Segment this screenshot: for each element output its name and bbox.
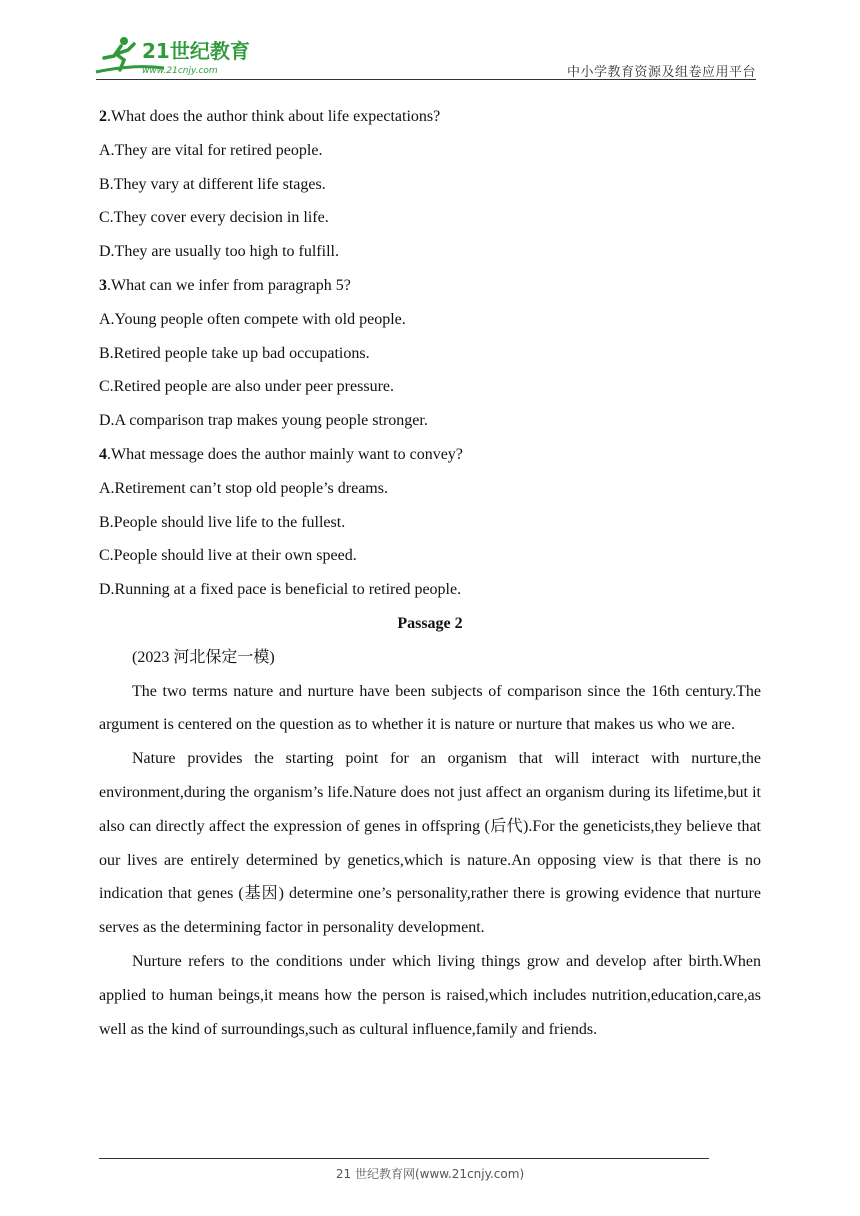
question-text: .What message does the author mainly want to convey? <box>107 445 463 463</box>
passage-paragraph: Nurture refers to the conditions under which living things grow and develop after birth.When applied to human beings,it means how the person is raised,which includes nutrition,education,care,as well as the kind of surroundings,such as cultural influence,family and friends. <box>99 952 761 1038</box>
question-number: 3 <box>99 276 107 294</box>
answer-option[interactable]: B.People should live life to the fullest. <box>99 513 346 531</box>
runner-logo-icon <box>94 34 264 78</box>
answer-option[interactable]: A.Young people often compete with old people. <box>99 310 406 328</box>
question-text: .What can we infer from paragraph 5? <box>107 276 351 294</box>
answer-option[interactable]: B.Retired people take up bad occupations. <box>99 344 370 362</box>
header-divider <box>96 79 756 80</box>
passage-title: Passage 2 <box>397 614 463 632</box>
page-footer[interactable]: 21 世纪教育网(www.21cnjy.com) <box>335 1167 525 1181</box>
question-number: 2 <box>99 108 107 125</box>
svg-text:21世纪教育: 21世纪教育 <box>142 39 250 63</box>
question-4 <box>99 438 761 607</box>
answer-option[interactable]: C.Retired people are also under peer pressure. <box>99 378 394 396</box>
question-2 <box>99 100 761 269</box>
passage-source: (2023 河北保定一模) <box>132 648 275 666</box>
footer-divider <box>99 1158 709 1159</box>
svg-text:www.21cnjy.com: www.21cnjy.com <box>142 66 218 76</box>
answer-option[interactable]: D.A comparison trap makes young people stronger. <box>99 412 428 430</box>
question-text: .What does the author think about life expectations? <box>107 108 441 125</box>
question-3 <box>99 269 761 438</box>
passage-paragraph: Nature provides the starting point for an organism that will interact with nurture,the environment,during the organism’s life.Nature does not just affect an organism during its lifetime,but it also can directly affect the expression of genes in offspring (后代).For the geneticists,they believe that our lives are entirely determined by genetics,which is nature.An opposing view is that there is no indication that genes (基因) determine one’s personality,rather there is growing evidence that nurture serves as the determining factor in personality development. <box>99 750 761 937</box>
question-stem <box>99 269 761 303</box>
passage-paragraph: The two terms nature and nurture have been subjects of comparison since the 16th century.The argument is centered on the question as to whether it is nature or nurture that makes us who we are. <box>99 682 761 734</box>
answer-option[interactable]: C.People should live at their own speed. <box>99 547 357 565</box>
answer-option[interactable]: B.They vary at different life stages. <box>99 175 326 193</box>
answer-option[interactable]: D.They are usually too high to fulfill. <box>99 243 339 261</box>
question-stem <box>99 438 761 472</box>
question-stem <box>99 100 761 134</box>
question-number: 4 <box>99 445 107 463</box>
platform-label: 中小学教育资源及组卷应用平台 <box>566 65 756 80</box>
answer-option[interactable]: D.Running at a fixed pace is beneficial to retired people. <box>99 581 462 599</box>
page-content <box>99 100 761 1046</box>
site-logo[interactable] <box>94 34 264 78</box>
answer-option[interactable]: A.They are vital for retired people. <box>99 141 323 159</box>
answer-option[interactable]: A.Retirement can’t stop old people’s dreams. <box>99 479 388 497</box>
page-header <box>0 0 860 82</box>
answer-option[interactable]: C.They cover every decision in life. <box>99 209 329 227</box>
